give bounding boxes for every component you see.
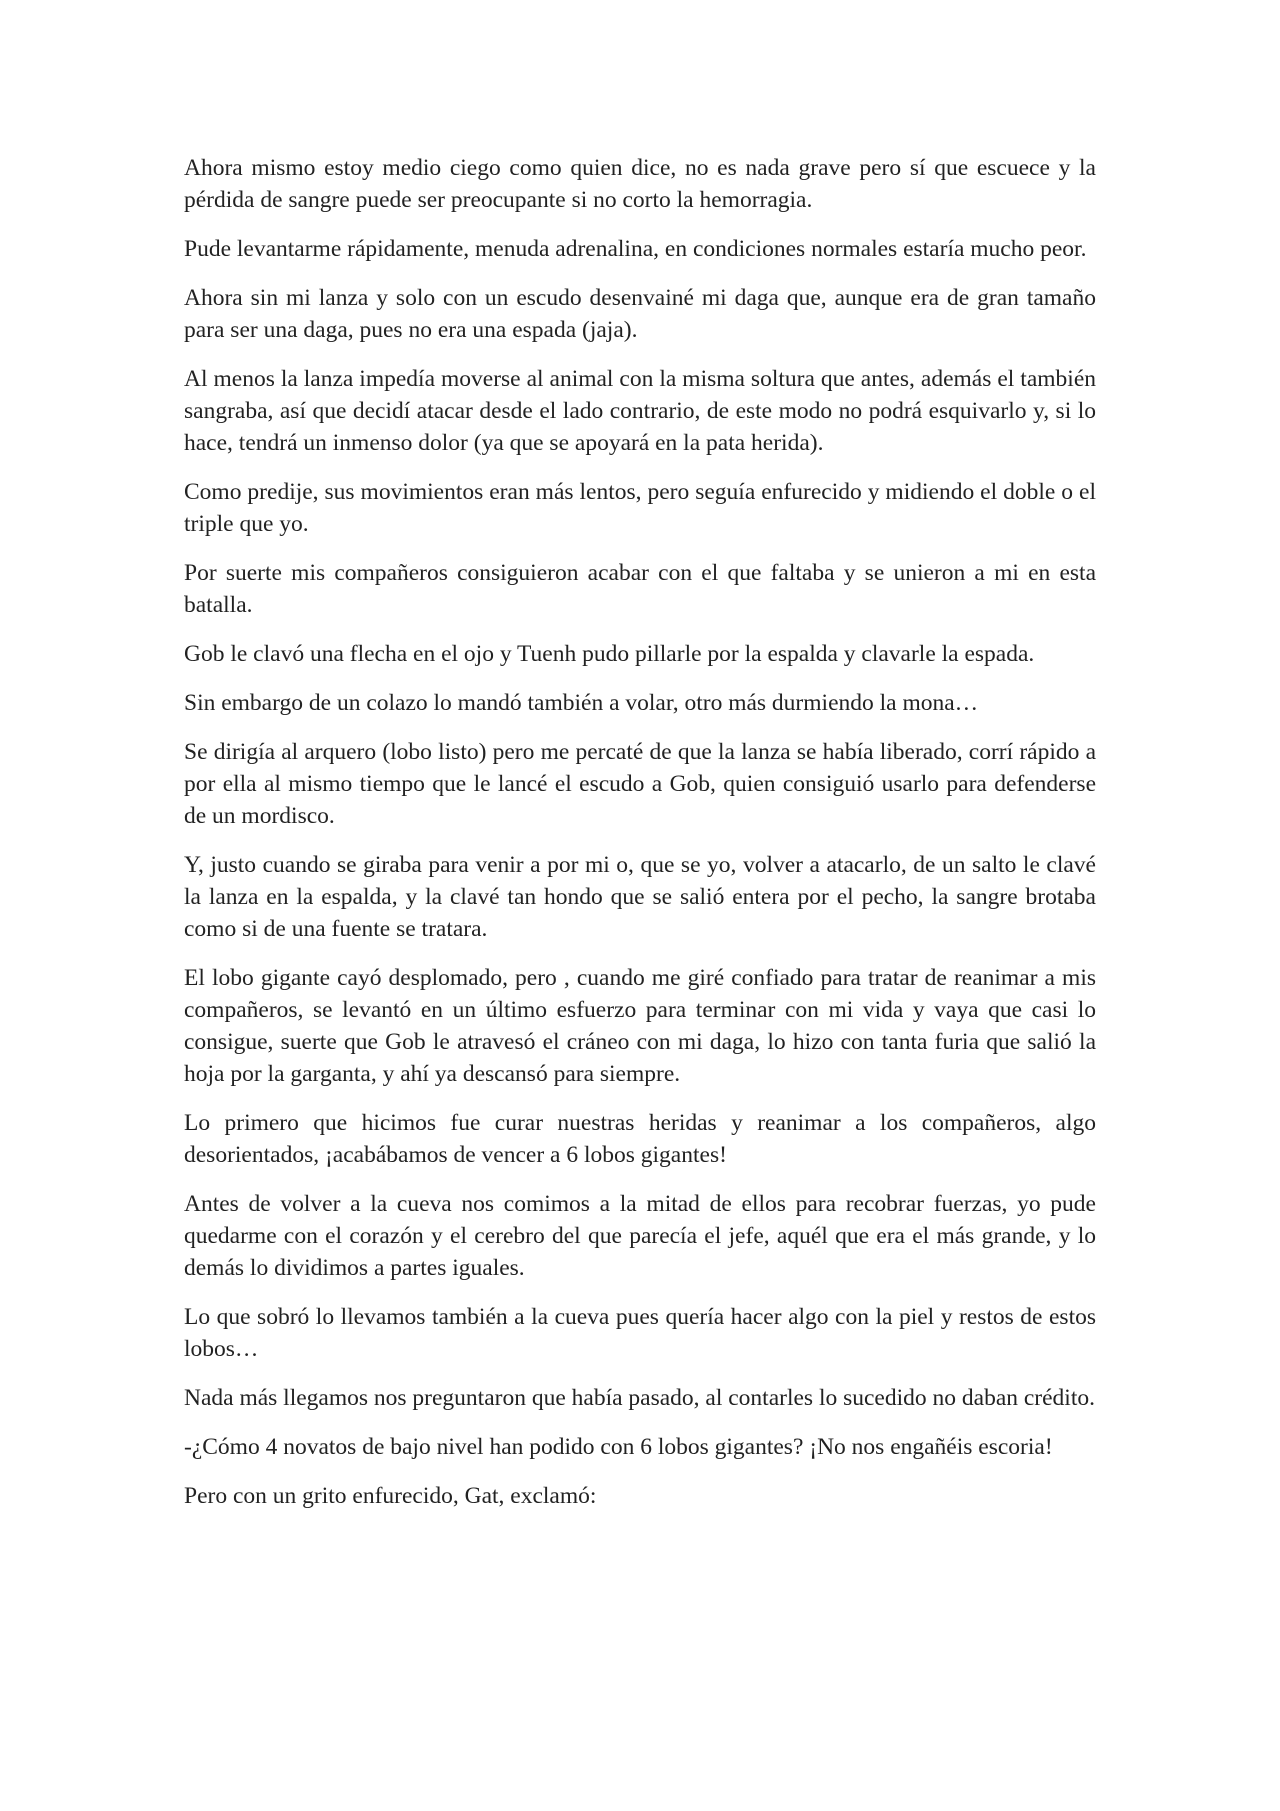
paragraph: Lo primero que hicimos fue curar nuestras heridas y reanimar a los compañeros, algo desorientados, ¡acabábamos de vencer a 6 lobos gigantes! [184, 1110, 1096, 1168]
paragraph: Por suerte mis compañeros consiguieron acabar con el que faltaba y se unieron a mi en esta batalla. [184, 560, 1096, 618]
paragraph: El lobo gigante cayó desplomado, pero , cuando me giré confiado para tratar de reanimar a mis compañeros, se levantó en un último esfuerzo para terminar con mi vida y vaya que casi lo consigue, suerte que Gob le atravesó el cráneo con mi daga, lo hizo con tanta furia que salió la hoja por la garganta, y ahí ya descansó para siempre. [184, 965, 1096, 1087]
paragraph: Pero con un grito enfurecido, Gat, exclamó: [184, 1483, 597, 1509]
paragraph: Lo que sobró lo llevamos también a la cueva pues quería hacer algo con la piel y restos de estos lobos… [184, 1304, 1096, 1362]
paragraph: Como predije, sus movimientos eran más lentos, pero seguía enfurecido y midiendo el doble o el triple que yo. [184, 479, 1096, 537]
paragraph: Nada más llegamos nos preguntaron que había pasado, al contarles lo sucedido no daban crédito. [184, 1385, 1095, 1411]
paragraph: Y, justo cuando se giraba para venir a por mi o, que se yo, volver a atacarlo, de un salto le clavé la lanza en la espalda, y la clavé tan hondo que se salió entera por el pecho, la sangre brotaba como si de una fuente se tratara. [184, 852, 1096, 942]
paragraph: Ahora sin mi lanza y solo con un escudo desenvainé mi daga que, aunque era de gran tamaño para ser una daga, pues no era una espada (jaja). [184, 285, 1096, 343]
paragraph: Pude levantarme rápidamente, menuda adrenalina, en condiciones normales estaría mucho peor. [184, 236, 1087, 262]
paragraph: Sin embargo de un colazo lo mandó también a volar, otro más durmiendo la mona… [184, 690, 979, 716]
paragraph: Se dirigía al arquero (lobo listo) pero me percaté de que la lanza se había liberado, corrí rápido a por ella al mismo tiempo que le lancé el escudo a Gob, quien consiguió usarlo para defenderse de un mordisco. [184, 739, 1096, 829]
paragraph: Al menos la lanza impedía moverse al animal con la misma soltura que antes, además el también sangraba, así que decidí atacar desde el lado contrario, de este modo no podrá esquivarlo y, si lo hace, tendrá un inmenso dolor (ya que se apoyará en la pata herida). [184, 366, 1096, 456]
paragraph: -¿Cómo 4 novatos de bajo nivel han podido con 6 lobos gigantes? ¡No nos engañéis escoria! [184, 1434, 1053, 1460]
paragraph: Antes de volver a la cueva nos comimos a la mitad de ellos para recobrar fuerzas, yo pude quedarme con el corazón y el cerebro del que parecía el jefe, aquél que era el más grande, y lo demás lo dividimos a partes iguales. [184, 1191, 1096, 1281]
paragraph: Ahora mismo estoy medio ciego como quien dice, no es nada grave pero sí que escuece y la pérdida de sangre puede ser preocupante si no corto la hemorragia. [184, 155, 1096, 213]
body-text [184, 152, 1096, 1529]
paragraph: Gob le clavó una flecha en el ojo y Tuenh pudo pillarle por la espalda y clavarle la espada. [184, 641, 1035, 667]
